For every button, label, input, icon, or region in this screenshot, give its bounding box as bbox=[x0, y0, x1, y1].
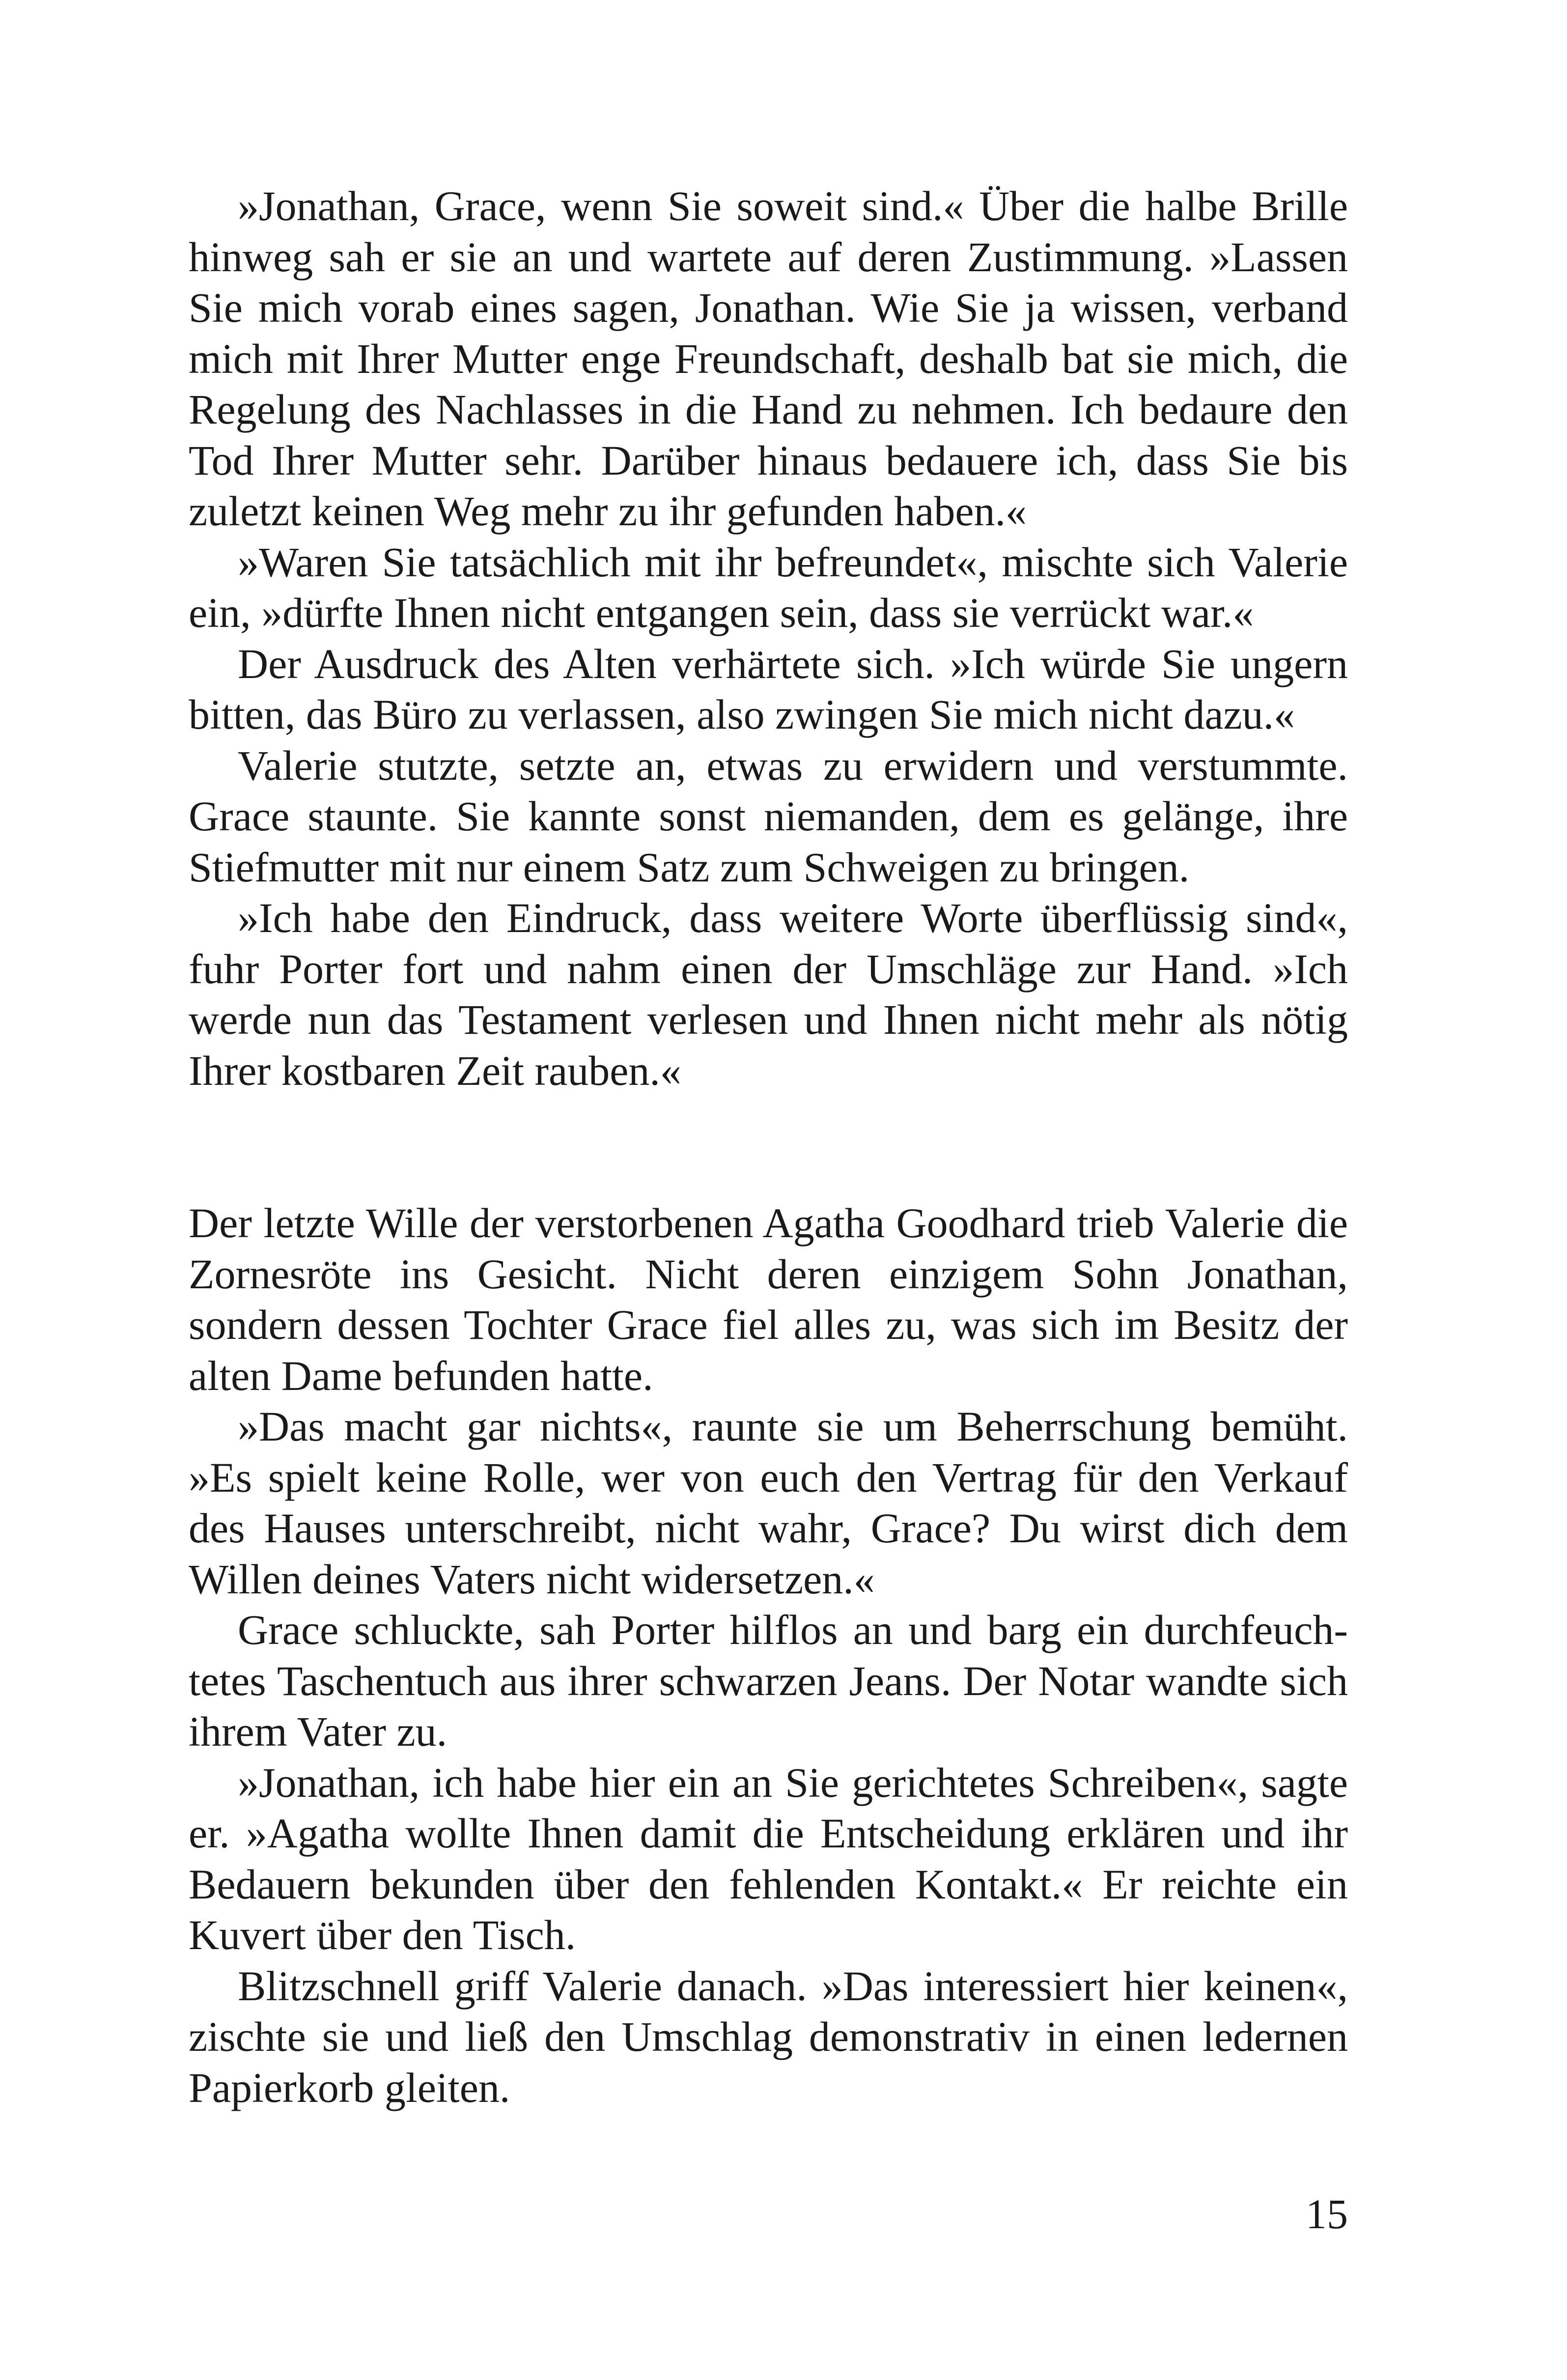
paragraph: »Jonathan, ich habe hier ein an Sie gerichtetes Schreiben«, sagte er. »Agatha wollte Ihnen damit die Entscheidung erklären und ihr Bedauern bekunden über den fehlenden Kontakt.« Er reichte ein Kuvert über den Tisch. bbox=[189, 1758, 1348, 1958]
body-text bbox=[189, 181, 1348, 2113]
paragraph: Der Ausdruck des Alten verhärtete sich. »Ich würde Sie ungern bitten, das Büro zu verlassen, also zwingen Sie mich nicht dazu.« bbox=[189, 640, 1348, 738]
page-number: 15 bbox=[1306, 2190, 1348, 2238]
paragraph: »Waren Sie tatsächlich mit ihr befreundet«, mischte sich Valerie ein, »dürfte Ihnen nicht entgangen sein, dass sie verrückt war.« bbox=[189, 538, 1348, 636]
paragraph: »Jonathan, Grace, wenn Sie soweit sind.« Über die halbe Brille hinweg sah er sie an und wartete auf deren Zustimmung. »Lassen Sie mich vorab eines sagen, Jonathan. Wie Sie ja wissen, verband mich mit Ihrer Mutter enge Freundschaft, deshalb bat sie mich, die Regelung des Nachlasses in die Hand zu nehmen. Ich bedaure den Tod Ihrer Mutter sehr. Darüber hinaus bedauere ich, dass Sie bis zuletzt keinen Weg mehr zu ihr gefunden haben.« bbox=[189, 182, 1348, 535]
paragraph: »Das macht gar nichts«, raunte sie um Beherrschung bemüht. »Es spielt keine Rolle, wer von euch den Vertrag für den Verkauf des Hauses unterschreibt, nicht wahr, Grace? Du wirst dich dem Willen deines Vaters nicht widersetzen.« bbox=[189, 1403, 1348, 1603]
paragraph: Grace schluckte, sah Porter hilflos an und barg ein durchfeuchtetes Taschentuch aus ihrer schwarzen Jeans. Der Notar wandte sich ihrem Vater zu. bbox=[189, 1606, 1348, 1755]
paragraph: Blitzschnell griff Valerie danach. »Das interessiert hier keinen«, zischte sie und ließ den Umschlag demonstrativ in einen ledernen Papierkorb gleiten. bbox=[189, 1962, 1348, 2111]
paragraph-section-start: Der letzte Wille der verstorbenen Agatha Goodhard trieb Valerie die Zornesröte ins Gesicht. Nicht deren einzigem Sohn Jonathan, sondern dessen Tochter Grace fiel alles zu, was sich im Besitz der alten Dame befunden hatte. bbox=[189, 1199, 1348, 1399]
paragraph: Valerie stutzte, setzte an, etwas zu erwidern und verstummte. Grace staunte. Sie kannte sonst niemanden, dem es gelänge, ihre Stiefmutter mit nur einem Satz zum Schweigen zu bringen. bbox=[189, 741, 1348, 891]
paragraph: »Ich habe den Eindruck, dass weitere Worte überflüssig sind«, fuhr Porter fort und nahm einen der Umschläge zur Hand. »Ich werde nun das Testament verlesen und Ihnen nicht mehr als nötig Ihrer kostbaren Zeit rauben.« bbox=[189, 894, 1348, 1094]
